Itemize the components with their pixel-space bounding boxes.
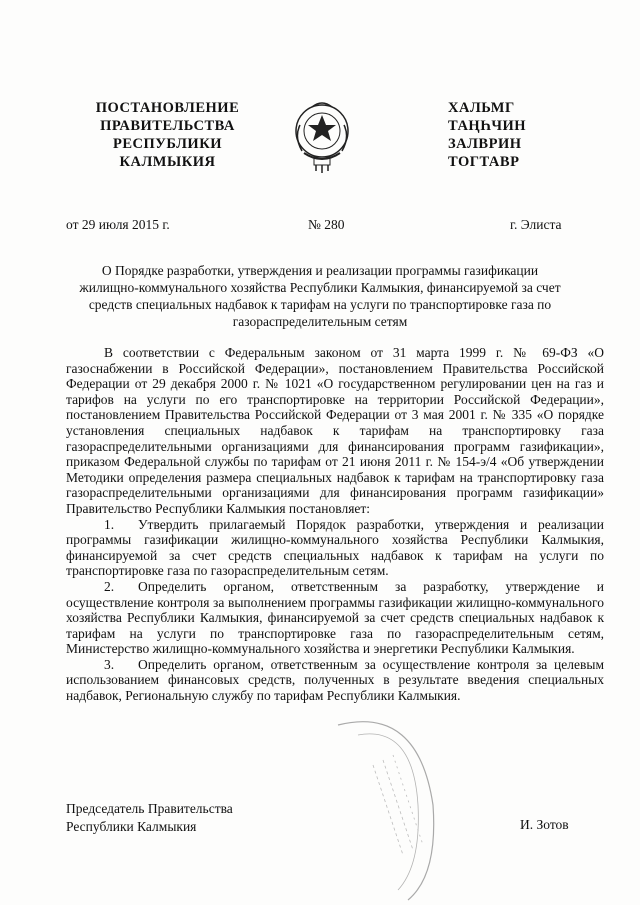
header-right-line: ТАҢҺЧИН <box>448 118 527 134</box>
document-date: от 29 июля 2015 г. <box>66 217 170 232</box>
header-left-line: КАЛМЫКИЯ <box>119 154 216 170</box>
list-item <box>66 657 604 704</box>
item-text: Определить органом, ответственным за разработку, утверждение и осуществление контроля за выполнением программы газификации жилищно-коммунального хозяйства Республики Калмыкия, финансируемой за счет средств специальных надбавок к тарифам на услуги по транспортировке газа по газораспределительным сетям, Министерство жилищно-коммунального хозяйства и энергетики Республики Калмыкия. <box>66 578 604 657</box>
document-title: О Порядке разработки, утверждения и реализации программы газификации жилищно-коммунального хозяйства Республики Калмыкия, финансируемой за счет средств специальных надбавок к тарифам на услуги по транспортировке газа по газораспределительным сетям <box>79 263 561 329</box>
header-russian <box>70 99 265 171</box>
document-body <box>66 345 604 704</box>
item-text: Утвердить прилагаемый Порядок разработки, утверждения и реализации программы газификации жилищно-коммунального хозяйства Республики Калмыкия, финансируемой за счет средств специальных надбавок к тарифам на услуги по транспортировке газа по газораспределительным сетям. <box>66 516 604 579</box>
signatory-position-line: Председатель Правительства <box>66 801 233 816</box>
signatory-position <box>66 800 233 836</box>
header-right-line: ЗАЛВРИН <box>448 136 522 152</box>
item-text: Определить органом, ответственным за осуществление контроля за целевым использованием финансовых средств, полученных в результате введения специальных надбавок, Региональную службу по тарифам Республики Калмыкия. <box>66 656 604 704</box>
signatory-position-line: Республики Калмыкия <box>66 819 197 834</box>
list-item <box>66 579 604 657</box>
item-number: 2. <box>104 578 115 594</box>
document-number: № 280 <box>308 217 345 232</box>
list-item <box>66 517 604 579</box>
signatory-name: И. Зотов <box>520 817 569 832</box>
header-left-line: ПРАВИТЕЛЬСТВА <box>100 118 235 134</box>
item-number: 1. <box>104 516 115 532</box>
official-seal-stamp-icon <box>318 705 448 905</box>
header-left-line: РЕСПУБЛИКИ <box>112 136 223 152</box>
header-left-line: ПОСТАНОВЛЕНИЕ <box>95 100 240 116</box>
document-city: г. Элиста <box>510 217 562 232</box>
header-kalmyk <box>438 99 598 171</box>
preamble-paragraph: В соответствии с Федеральным законом от 31 марта 1999 г. № 69-ФЗ «О газоснабжении в Российской Федерации», постановлением Правительства Российской Федерации от 29 декабря 2000 г. № 1021 «О государственном регулировании цен на газ и тарифов на услуги по его транспортировке на территории Российской Федерации», постановлением Правительства Российской Федерации от 3 мая 2001 г. № 335 «О порядке установления специальных надбавок к тарифам на транспортировку газа газораспределительными организациями для финансирования программ газификации», приказом Федеральной службы по тарифам от 21 июня 2011 г. № 154-э/4 «Об утверждении Методики определения размера специальных надбавок к тарифам на транспортировку газа газораспределительными организациями для финансирования программ газификации» Правительство Республики Калмыкия постановляет: <box>66 345 604 516</box>
kalmykia-coat-of-arms-icon <box>290 95 354 175</box>
header-right-line: ТОГТАВР <box>448 154 520 170</box>
header-right-line: ХАЛЬМГ <box>448 100 515 116</box>
item-number: 3. <box>104 656 115 672</box>
